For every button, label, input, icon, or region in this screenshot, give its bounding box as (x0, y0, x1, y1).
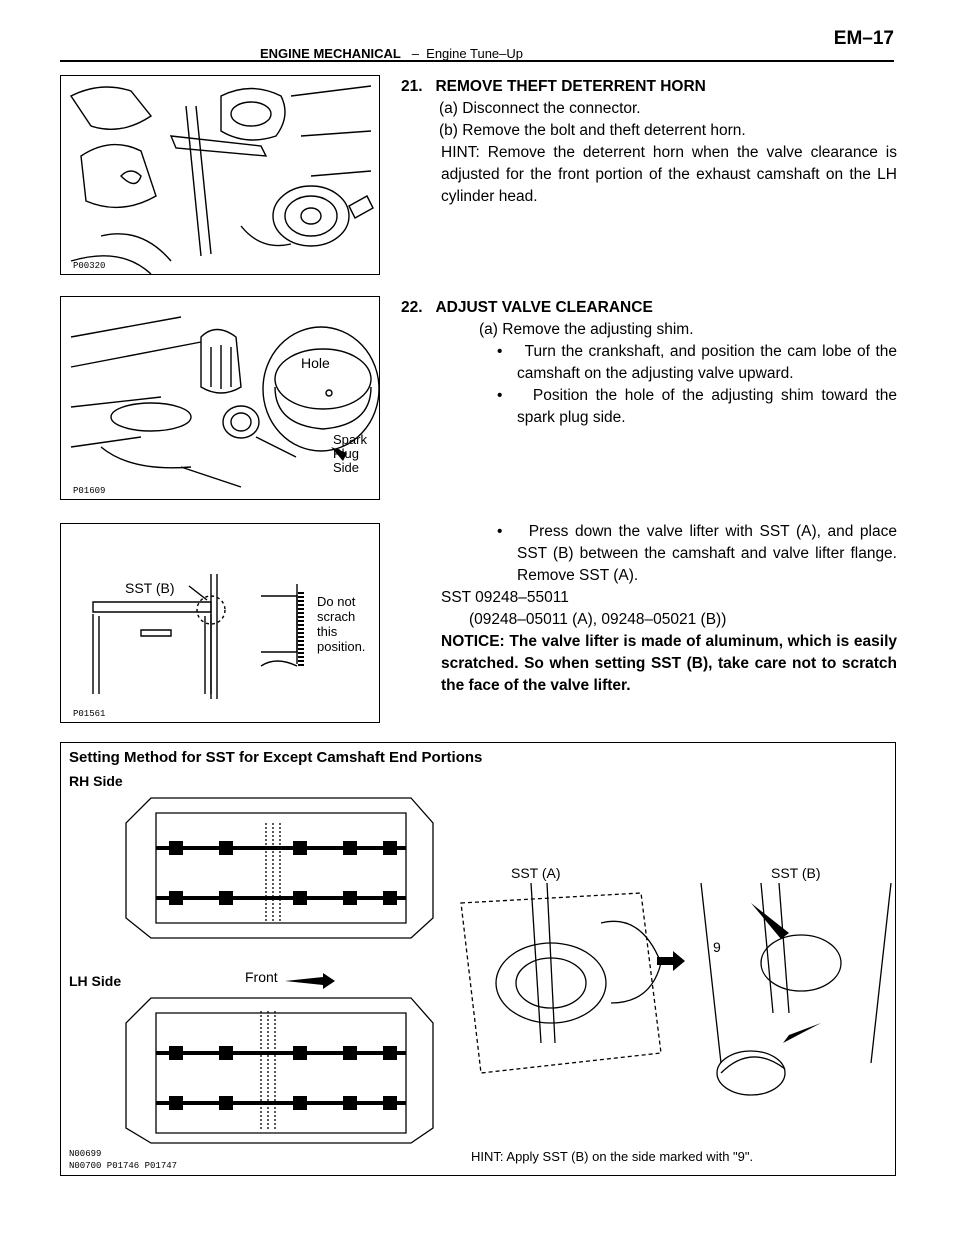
cylinder-head-illustration (61, 743, 895, 1175)
notice-text: NOTICE: The valve lifter is made of aluminum, which is easily scratched. So when setting SST (B), take care not to scratch the face of the valve lifter. (441, 633, 897, 694)
step-22-heading: 22. ADJUST VALVE CLEARANCE (401, 299, 653, 316)
notice-line4: position. (317, 639, 366, 654)
step-21-a: (a) Disconnect the connector. (439, 100, 641, 117)
fig4-code-1: N00699 (69, 1149, 102, 1159)
step-22-a: (a) Remove the adjusting shim. (479, 321, 694, 338)
label-sst-b: SST (B) (125, 580, 175, 596)
sst-parts: (09248–05011 (A), 09248–05021 (B)) (469, 611, 727, 628)
header-separator: – (411, 46, 419, 61)
fig4-rh-label: RH Side (69, 773, 123, 789)
label-spark-line1: Spark (333, 432, 367, 447)
fig4-hint: HINT: Apply SST (B) on the side marked with "9". (471, 1149, 754, 1164)
fig4-front-label: Front (245, 969, 278, 985)
step-21-b: (b) Remove the bolt and theft deterrent horn. (439, 122, 746, 139)
step-22-bullet-1: • Turn the crankshaft, and position the cam lobe of the camshaft on the adjusting valve upward. (497, 343, 897, 382)
fig4-sst-a-label: SST (A) (511, 865, 561, 881)
theft-horn-illustration (61, 76, 379, 274)
page-number: EM–17 (833, 28, 894, 49)
step-22-continued (401, 521, 897, 697)
notice-line2: scrach (317, 609, 356, 624)
sst-number: SST 09248–55011 (441, 589, 569, 606)
figure-sst-b-position (60, 523, 380, 723)
page-header (60, 0, 894, 60)
step-21 (401, 76, 897, 208)
label-spark-line3: Side (333, 460, 360, 475)
step-22-bullet-3: • Press down the valve lifter with SST (A), and place SST (B) between the camshaft and valve lifter flange. Remove SST (A). (497, 523, 897, 584)
figure-code: P00320 (73, 261, 106, 271)
header-subsection: Engine Tune–Up (426, 46, 524, 61)
figure-sst-setting-method (60, 742, 896, 1176)
label-do-not-scratch (317, 594, 365, 654)
label-spark-plug-side (333, 433, 367, 475)
step-22-bullet-2: • Position the hole of the adjusting shim toward the spark plug side. (497, 387, 897, 426)
adjusting-shim-illustration (61, 297, 379, 499)
figure-code: P01561 (73, 709, 106, 719)
header-section: ENGINE MECHANICAL (260, 46, 401, 61)
fig4-title: Setting Method for SST for Except Camshaft End Portions (69, 749, 483, 766)
figure-theft-horn (60, 75, 380, 275)
notice-line3: this (317, 624, 338, 639)
header-title (260, 46, 523, 61)
fig4-code-2: N00700 P01746 P01747 (69, 1161, 178, 1171)
figure-code: P01609 (73, 486, 106, 496)
notice-line1: Do not (317, 594, 356, 609)
fig4-lh-label: LH Side (69, 973, 122, 989)
header-rule (60, 60, 894, 62)
step-21-heading: 21. REMOVE THEFT DETERRENT HORN (401, 78, 706, 95)
step-22 (401, 297, 897, 429)
figure-adjusting-shim (60, 296, 380, 500)
label-hole: Hole (301, 355, 330, 371)
fig4-mark-9: 9 (713, 939, 721, 955)
fig4-sst-b-label: SST (B) (771, 865, 821, 881)
label-spark-line2: Plug (333, 446, 360, 461)
step-21-hint: HINT: Remove the deterrent horn when the valve clearance is adjusted for the front portion of the exhaust camshaft on the LH cylinder head. (441, 144, 897, 205)
